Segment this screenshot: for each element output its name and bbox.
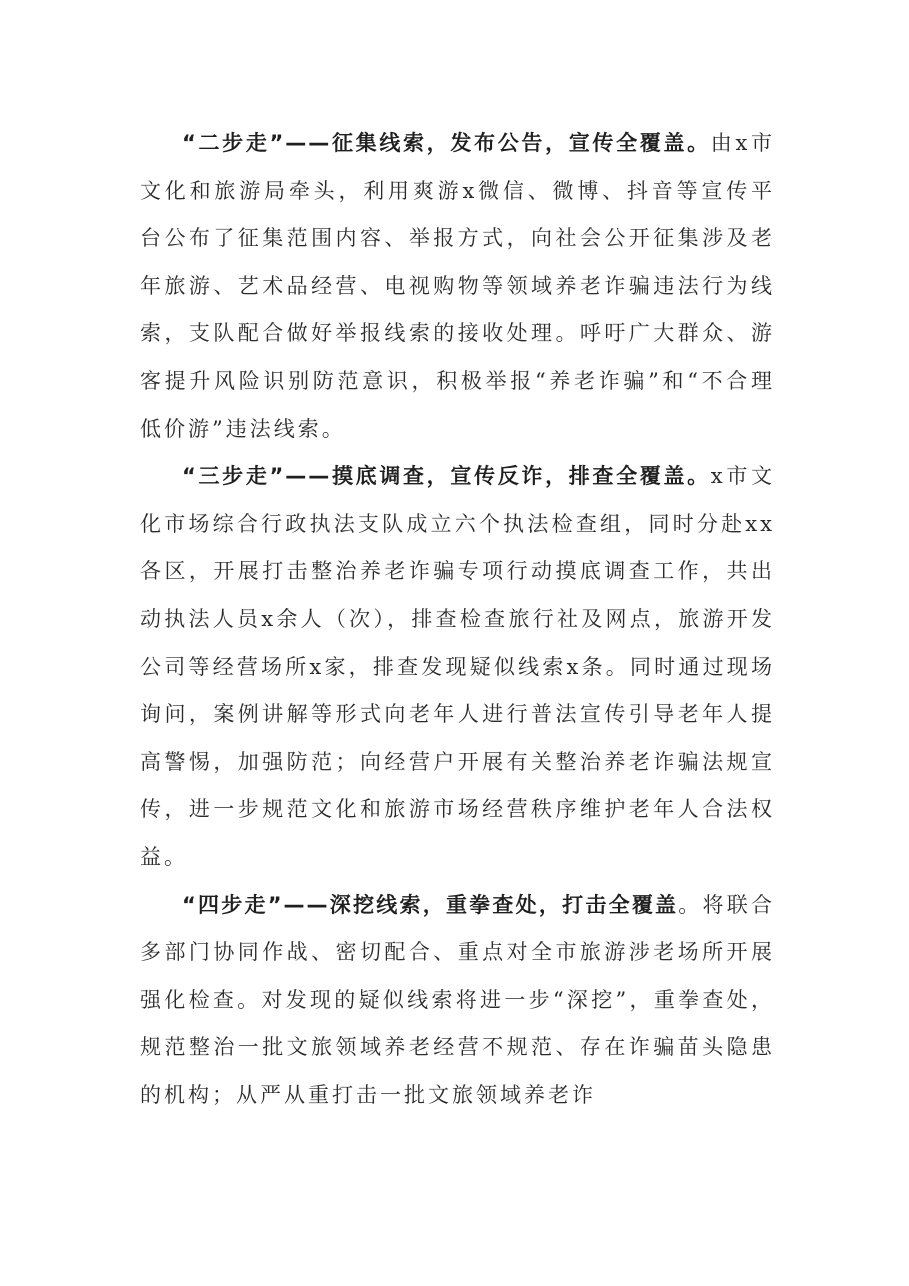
paragraph-heading: “二步走”——征集线索，发布公告，宣传全覆盖。 — [182, 131, 711, 155]
paragraph-step-four — [140, 882, 775, 1120]
paragraph-step-two — [140, 120, 775, 453]
paragraph-text: 由x市文化和旅游局牵头，利用爽游x微信、微博、抖音等宣传平台公布了征集范围内容、举报方式，向社会公开征集涉及老年旅游、艺术品经营、电视购物等领域养老诈骗违法行为线索，支队配合做好举报线索的接收处理。呼吁广大群众、游客提升风险识别防范意识，积极举报“养老诈骗”和“不合理低价游”违法线索。 — [140, 131, 775, 441]
paragraph-text: 。将联合多部门协同作战、密切配合、重点对全市旅游涉老场所开展强化检查。对发现的疑似线索将进一步“深挖”，重拳查处，规范整治一批文旅领域养老经营不规范、存在诈骗苗头隐患的机构；从严从重打击一批文旅领域养老诈 — [140, 892, 775, 1107]
paragraph-text: x市文化市场综合行政执法支队成立六个执法检查组，同时分赴xx各区，开展打击整治养老诈骗专项行动摸底调查工作，共出动执法人员x余人（次），排查检查旅行社及网点，旅游开发公司等经营场所x家，排查发现疑似线索x条。同时通过现场询问，案例讲解等形式向老年人进行普法宣传引导老年人提高警惕，加强防范；向经营户开展有关整治养老诈骗法规宣传，进一步规范文化和旅游市场经营秩序维护老年人合法权益。 — [140, 464, 775, 869]
paragraph-heading: “四步走”——深挖线索，重拳查处，打击全覆盖 — [182, 892, 679, 917]
paragraph-step-three — [140, 453, 775, 881]
paragraph-heading: “三步走”——摸底调查，宣传反诈，排查全覆盖。 — [182, 464, 711, 489]
document-body — [140, 120, 775, 1119]
